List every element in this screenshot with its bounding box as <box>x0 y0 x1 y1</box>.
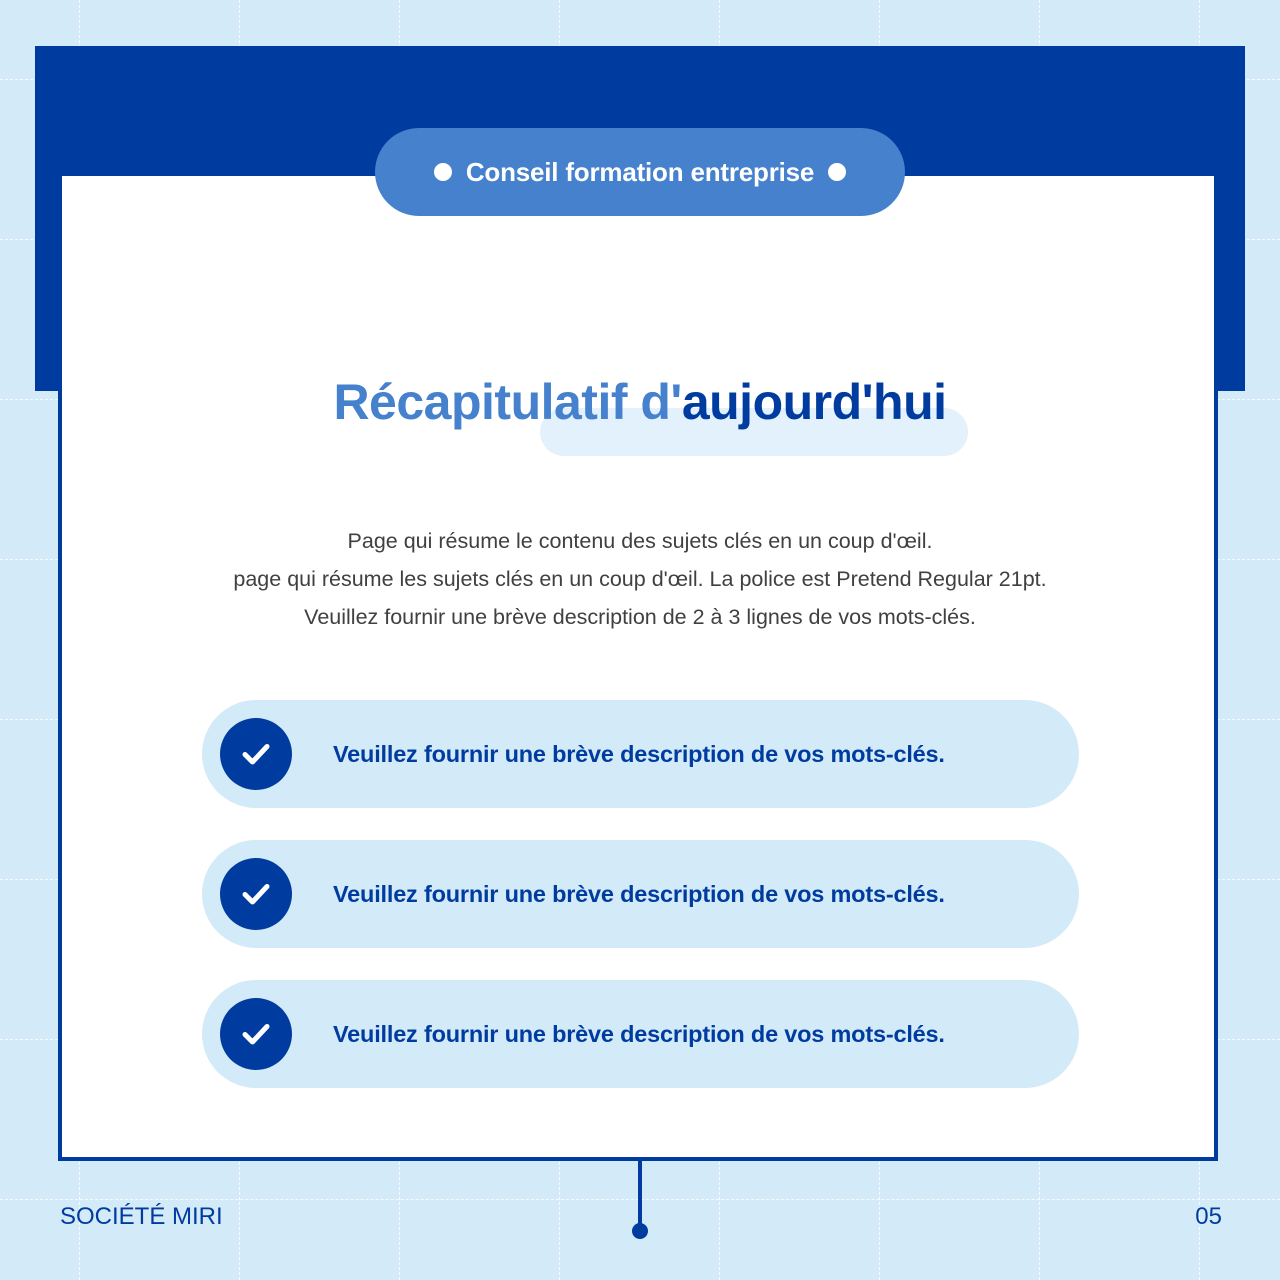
check-icon <box>220 998 292 1070</box>
connector-line <box>638 1160 642 1226</box>
description-line: Veuillez fournir une brève description de 2 à 3 lignes de vos mots-clés. <box>304 605 976 629</box>
connector-dot <box>632 1223 648 1239</box>
section-tag-label: Conseil formation entreprise <box>465 156 815 187</box>
description-line: Page qui résume le contenu des sujets clés en un coup d'œil. <box>347 529 933 553</box>
checklist-item <box>202 700 1079 808</box>
checklist-item <box>202 980 1079 1088</box>
footer-company: SOCIÉTÉ MIRI <box>60 1203 223 1230</box>
page-title-light: Récapitulatif d' <box>333 374 682 430</box>
check-icon <box>220 858 292 930</box>
check-icon <box>220 718 292 790</box>
dot-icon <box>828 163 846 181</box>
page-title-dark: aujourd'hui <box>681 374 947 430</box>
checklist-item-text: Veuillez fournir une brève description de vos mots-clés. <box>333 1021 945 1047</box>
page-number: 05 <box>1195 1203 1222 1230</box>
section-tag <box>375 128 905 216</box>
page-title <box>0 370 1280 434</box>
checklist-item <box>202 840 1079 948</box>
checklist-item-text: Veuillez fournir une brève description de vos mots-clés. <box>333 881 945 907</box>
description <box>0 522 1280 636</box>
dot-icon <box>434 163 452 181</box>
description-line: page qui résume les sujets clés en un coup d'œil. La police est Pretend Regular 21pt. <box>233 567 1047 591</box>
checklist-item-text: Veuillez fournir une brève description de vos mots-clés. <box>333 741 945 767</box>
